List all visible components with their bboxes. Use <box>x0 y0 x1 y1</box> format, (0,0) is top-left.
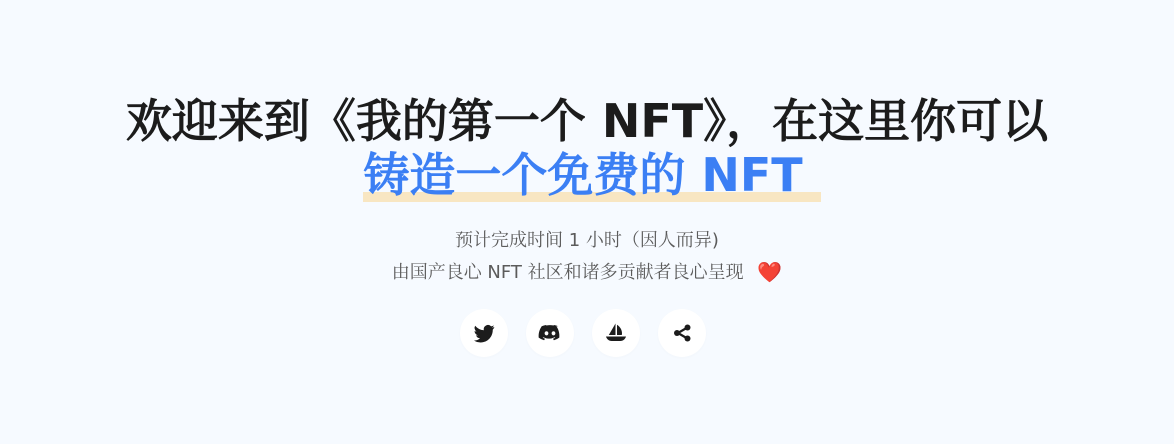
opensea-button[interactable] <box>592 309 640 357</box>
headline-line-1: 欢迎来到《我的第一个 NFT》，在这里你可以 <box>125 94 1049 148</box>
headline-line-2: 铸造一个免费的 NFT <box>363 148 803 202</box>
opensea-icon <box>604 321 628 345</box>
headline-line-2-wrap <box>0 146 1174 215</box>
social-links <box>460 309 708 357</box>
estimated-time: 预计完成时间 1 小时（因人而异) <box>455 230 719 251</box>
share-button[interactable] <box>658 309 706 357</box>
credit-line <box>0 259 1174 286</box>
twitter-icon <box>472 321 496 345</box>
discord-button[interactable] <box>526 309 574 357</box>
discord-icon <box>538 321 562 345</box>
share-icon <box>670 321 694 345</box>
credit-text: 由国产良心 NFT 社区和诸多贡献者良心呈现 <box>391 262 744 283</box>
heart-icon: ❤️ <box>757 260 783 284</box>
twitter-button[interactable] <box>460 309 508 357</box>
headline-highlight <box>363 146 820 204</box>
